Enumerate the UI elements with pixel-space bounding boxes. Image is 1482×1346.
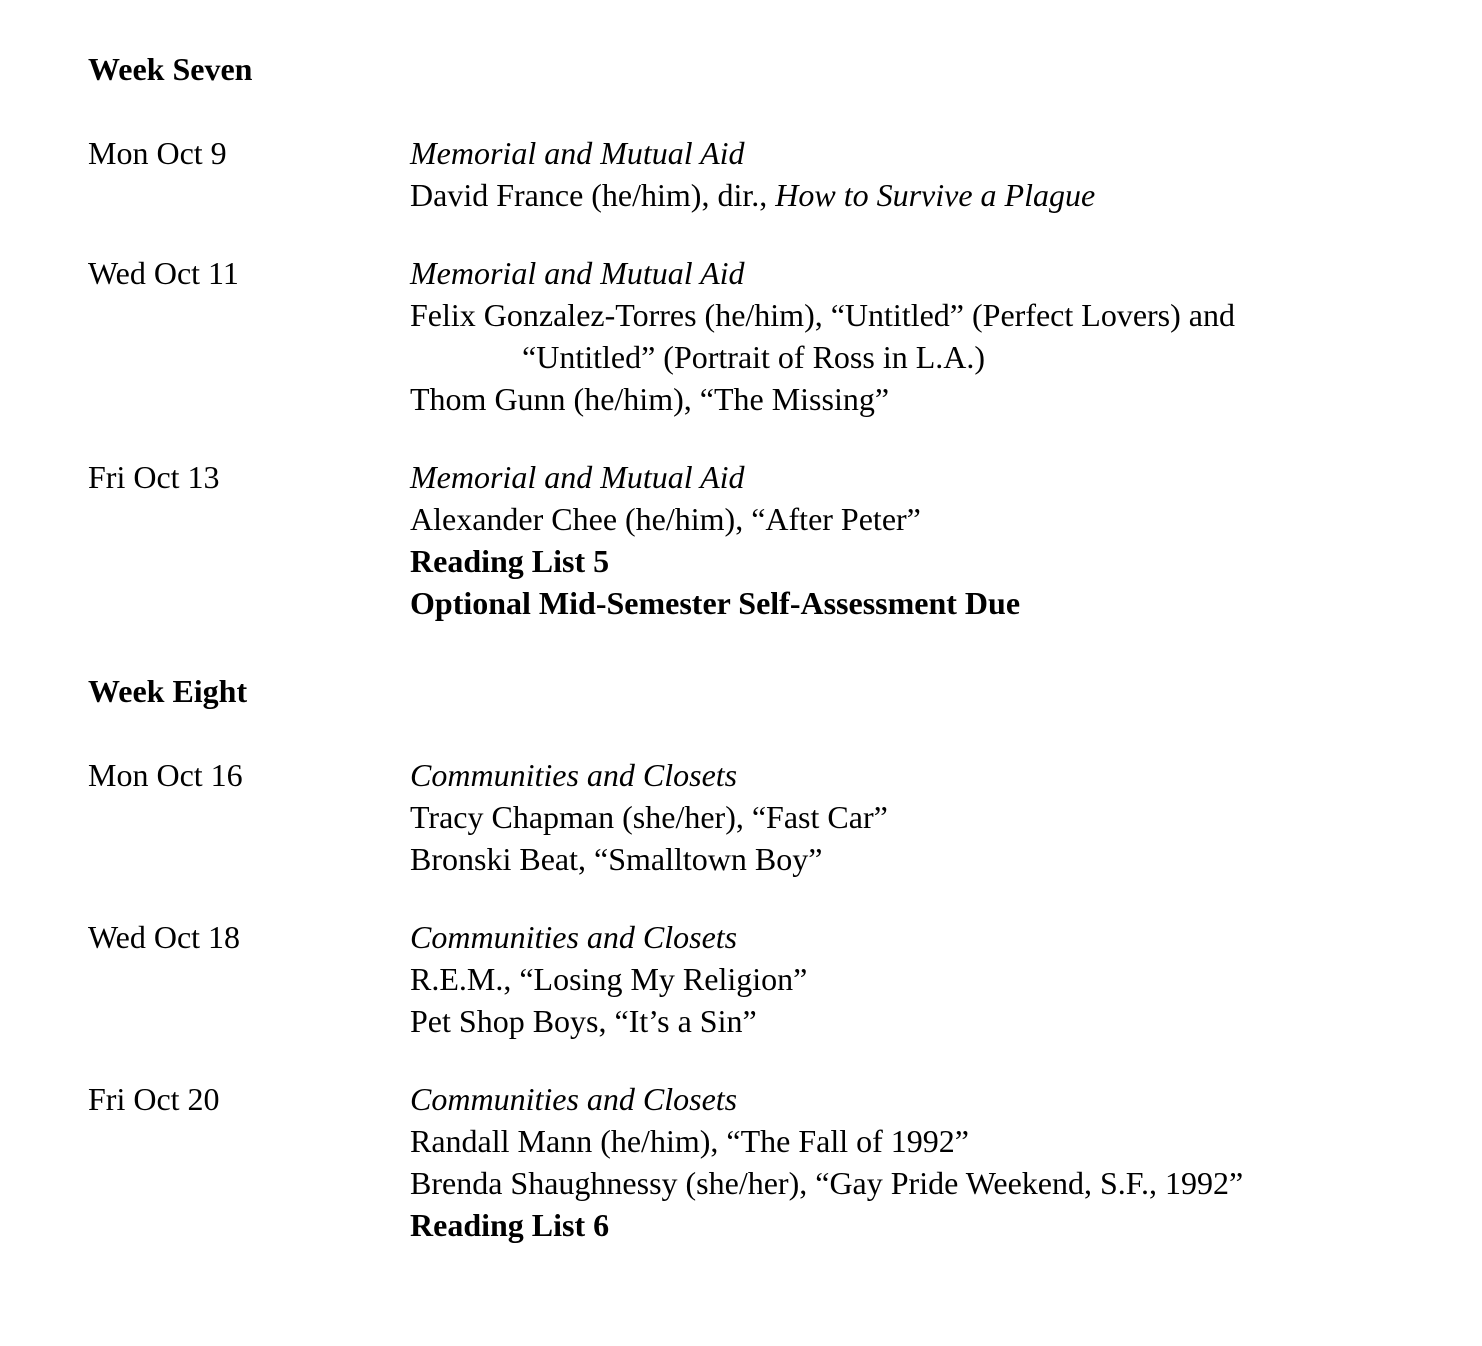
session-line	[410, 1162, 1442, 1204]
session-line	[410, 1204, 1442, 1246]
session-list	[88, 132, 1442, 624]
session-list	[88, 754, 1442, 1246]
session-line	[410, 958, 1442, 1000]
session-line	[410, 294, 1442, 336]
text-segment: “Untitled” (Portrait of Ross in L.A.)	[522, 339, 986, 375]
session-topic: Communities and Closets	[410, 1081, 738, 1117]
session-line	[410, 838, 1442, 880]
session-content	[410, 916, 1442, 1042]
week-section	[88, 48, 1442, 624]
week-heading: Week Seven	[88, 51, 253, 87]
session-date: Fri Oct 13	[88, 459, 220, 495]
text-segment: Brenda Shaughnessy (she/her), “Gay Pride Weekend, S.F., 1992”	[410, 1165, 1244, 1201]
text-segment: Tracy Chapman (she/her), “Fast Car”	[410, 799, 888, 835]
week-heading: Week Eight	[88, 673, 248, 709]
text-segment: Reading List 5	[410, 543, 610, 579]
text-segment: David France (he/him), dir.,	[410, 177, 776, 213]
text-segment: How to Survive a Plague	[775, 177, 1096, 213]
session-topic: Memorial and Mutual Aid	[410, 459, 745, 495]
session-topic: Communities and Closets	[410, 757, 738, 793]
session-row	[88, 1078, 1442, 1246]
text-segment: R.E.M., “Losing My Religion”	[410, 961, 808, 997]
session-line	[410, 582, 1442, 624]
session-row	[88, 754, 1442, 880]
text-segment: Optional Mid-Semester Self-Assessment Due	[410, 585, 1021, 621]
session-line	[410, 498, 1442, 540]
session-line	[410, 796, 1442, 838]
text-segment: Felix Gonzalez-Torres (he/him), “Untitled” (Perfect Lovers) and	[410, 297, 1235, 333]
session-topic: Memorial and Mutual Aid	[410, 255, 745, 291]
session-line	[410, 1000, 1442, 1042]
session-content	[410, 754, 1442, 880]
text-segment: Bronski Beat, “Smalltown Boy”	[410, 841, 823, 877]
session-topic: Memorial and Mutual Aid	[410, 135, 745, 171]
session-line	[410, 174, 1442, 216]
text-segment: Thom Gunn (he/him), “The Missing”	[410, 381, 890, 417]
text-segment: Alexander Chee (he/him), “After Peter”	[410, 501, 921, 537]
session-line	[410, 540, 1442, 582]
session-row	[88, 456, 1442, 624]
text-segment: Pet Shop Boys, “It’s a Sin”	[410, 1003, 757, 1039]
session-content	[410, 252, 1442, 420]
session-line	[410, 378, 1442, 420]
session-content	[410, 132, 1442, 216]
session-row	[88, 132, 1442, 216]
session-row	[88, 916, 1442, 1042]
session-content	[410, 456, 1442, 624]
session-row	[88, 252, 1442, 420]
session-date: Mon Oct 16	[88, 757, 243, 793]
session-content	[410, 1078, 1442, 1246]
session-date: Mon Oct 9	[88, 135, 227, 171]
week-section	[88, 670, 1442, 1246]
session-date: Wed Oct 18	[88, 919, 241, 955]
session-topic: Communities and Closets	[410, 919, 738, 955]
session-date: Wed Oct 11	[88, 255, 239, 291]
text-segment: Reading List 6	[410, 1207, 610, 1243]
session-line	[410, 336, 1442, 378]
text-segment: Randall Mann (he/him), “The Fall of 1992”	[410, 1123, 969, 1159]
session-line	[410, 1120, 1442, 1162]
session-date: Fri Oct 20	[88, 1081, 220, 1117]
